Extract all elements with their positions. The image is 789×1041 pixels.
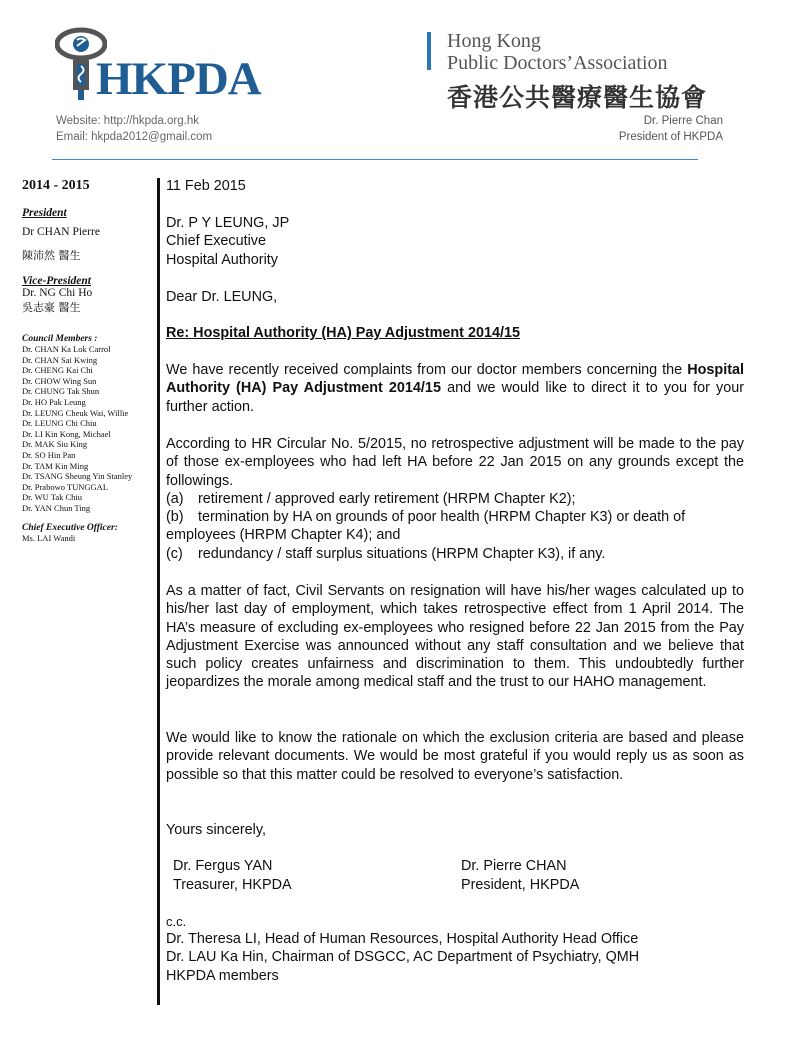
signatory-title: Treasurer, HKPDA [173, 877, 292, 893]
salutation: Dear Dr. LEUNG, [166, 289, 278, 305]
list-item [166, 545, 744, 563]
council-member: Dr. TAM Kin Ming [22, 460, 89, 471]
term-year: 2014 - 2015 [22, 178, 90, 193]
list-item-label: (b) [166, 509, 184, 526]
signature-president [461, 857, 579, 895]
cc-recipient: HKPDA members [166, 967, 279, 984]
website-link[interactable]: Website: http://hkpda.org.hk [56, 115, 199, 127]
header-president [619, 113, 723, 145]
email-link[interactable]: Email: hkpda2012@gmail.com [56, 131, 213, 143]
paragraph-2 [166, 435, 744, 563]
council-member: Dr. CHAN Sai Kwing [22, 354, 98, 365]
paragraph-1-end: and we would like to direct it to you for your further action. [166, 380, 745, 415]
exception-list [166, 490, 744, 563]
recipient-title: Chief Executive [166, 233, 266, 250]
council-member: Dr. Prabowo TUNGGAL [22, 481, 109, 492]
header-president-title: President of HKPDA [618, 131, 723, 143]
ceo-heading: Chief Executive Officer: [22, 522, 118, 533]
vice-president-name-zh: 吳志豪 醫生 [22, 301, 81, 314]
signatory-name: Dr. Pierre CHAN [461, 858, 567, 874]
list-item-text: retirement / approved early retirement (HRPM Chapter K2); [198, 490, 576, 507]
council-member: Dr. LI Kin Kong, Michael [22, 428, 111, 439]
org-name-line-2: Public Doctors’Association [447, 52, 668, 74]
list-item [166, 526, 744, 544]
paragraph-1 [166, 361, 744, 416]
paragraph-3: As a matter of fact, Civil Servants on resignation will have his/her wages calculated up to his/her last day of employment, which takes retrospective effect from 1 April 2014. The HA’s measure of excluding ex-employees who resigned before 22 Jan 2015 from the Pay Adjustment Exercise was announced without any staff consultation and we believe that such policy creates unfairness and discrimination to them. This undoubtedly further jeopardizes the morale among medical staff and the trust to our HAHO management. [166, 583, 744, 691]
recipient-org: Hospital Authority [166, 251, 278, 268]
signatory-name: Dr. Fergus YAN [173, 858, 273, 874]
header-president-name: Dr. Pierre Chan [643, 115, 723, 127]
paragraph-2-intro: According to HR Circular No. 5/2015, no retrospective adjustment will be made to the pay of those ex-employees who had left HA before 22 Jan 2015 on any grounds except the followings. [166, 436, 744, 489]
cc-recipient: Dr. Theresa LI, Head of Human Resources, Hospital Authority Head Office [166, 931, 639, 947]
vice-president-name: Dr. NG Chi Ho [22, 287, 93, 299]
cc-recipient: Dr. LAU Ka Hin, Chairman of DSGCC, AC Department of Psychiatry, QMH [166, 949, 640, 966]
council-member: Dr. CHAN Ka Lok Carrol [22, 344, 111, 354]
list-item-text: termination by HA on grounds of poor health (HRPM Chapter K3) or death of [198, 509, 686, 526]
president-heading: President [22, 207, 67, 219]
council-member: Dr. CHUNG Tak Shun [22, 386, 100, 397]
paragraph-1-start: We have recently received complaints from our doctor members concerning the [166, 362, 683, 378]
list-item [166, 508, 744, 526]
council-member: Dr. CHENG Kai Chi [22, 365, 93, 376]
cc-label: c.c. [166, 914, 187, 929]
council-member: Dr. LEUNG Chi Chiu [22, 418, 97, 429]
letter-date: 11 Feb 2015 [166, 178, 246, 194]
council-member: Dr. HO Pak Leung [22, 396, 86, 407]
org-name-chinese: 香港公共醫療醫生協會 [447, 83, 708, 112]
cc-block [166, 914, 744, 985]
signature-treasurer [173, 857, 292, 895]
sidebar-committee [22, 178, 150, 543]
ceo-name: Ms. LAI Wandi [22, 532, 76, 543]
paragraph-1-bold: Hospital Authority (HA) Pay Adjustment 2014/15 [166, 362, 744, 397]
logo-wordmark: HKPDA [96, 53, 261, 105]
closing: Yours sincerely, [166, 822, 266, 838]
org-name-line-1: Hong Kong [447, 30, 541, 52]
recipient-name: Dr. P Y LEUNG, JP [166, 215, 290, 231]
council-member: Dr. YAN Chun Ting [22, 502, 91, 513]
council-member: Dr. SO Hin Pan [22, 449, 76, 460]
council-member: Dr. LEUNG Cheuk Wai, Willie [22, 407, 129, 418]
list-item-text: employees (HRPM Chapter K4); and [166, 527, 401, 544]
council-member: Dr. WU Tak Chiu [22, 492, 83, 503]
list-item-label: (a) [166, 490, 184, 507]
recipient-block [166, 214, 744, 269]
council-member: Dr. CHOW Wing Sun [22, 375, 97, 386]
list-item-label: (c) [166, 545, 183, 562]
vice-president-heading: Vice-President [22, 275, 91, 287]
signatory-title: President, HKPDA [461, 877, 580, 893]
subject-line: Re: Hospital Authority (HA) Pay Adjustment 2014/15 [166, 325, 520, 341]
president-name-zh: 陳沛然 醫生 [22, 249, 81, 262]
council-member: Dr. TSANG Sheung Yin Stanley [22, 471, 133, 482]
council-heading: Council Members : [22, 334, 98, 344]
org-name-accent-bar [427, 32, 431, 70]
council-member: Dr. MAK Siu King [22, 439, 88, 450]
sidebar-divider [157, 178, 160, 1005]
list-item-text: redundancy / staff surplus situations (HRPM Chapter K3), if any. [198, 545, 606, 562]
list-item [166, 490, 744, 508]
council-members-list [22, 344, 150, 514]
paragraph-4: We would like to know the rationale on which the exclusion criteria are based and please provide relevant documents. We would be most grateful if you would reply us as soon as possible so that this matter could be resolved to everyone’s satisfaction. [166, 730, 744, 783]
org-name-english [447, 30, 668, 74]
president-name: Dr CHAN Pierre [22, 226, 100, 238]
contact-info [56, 113, 212, 145]
header-divider [52, 159, 698, 160]
